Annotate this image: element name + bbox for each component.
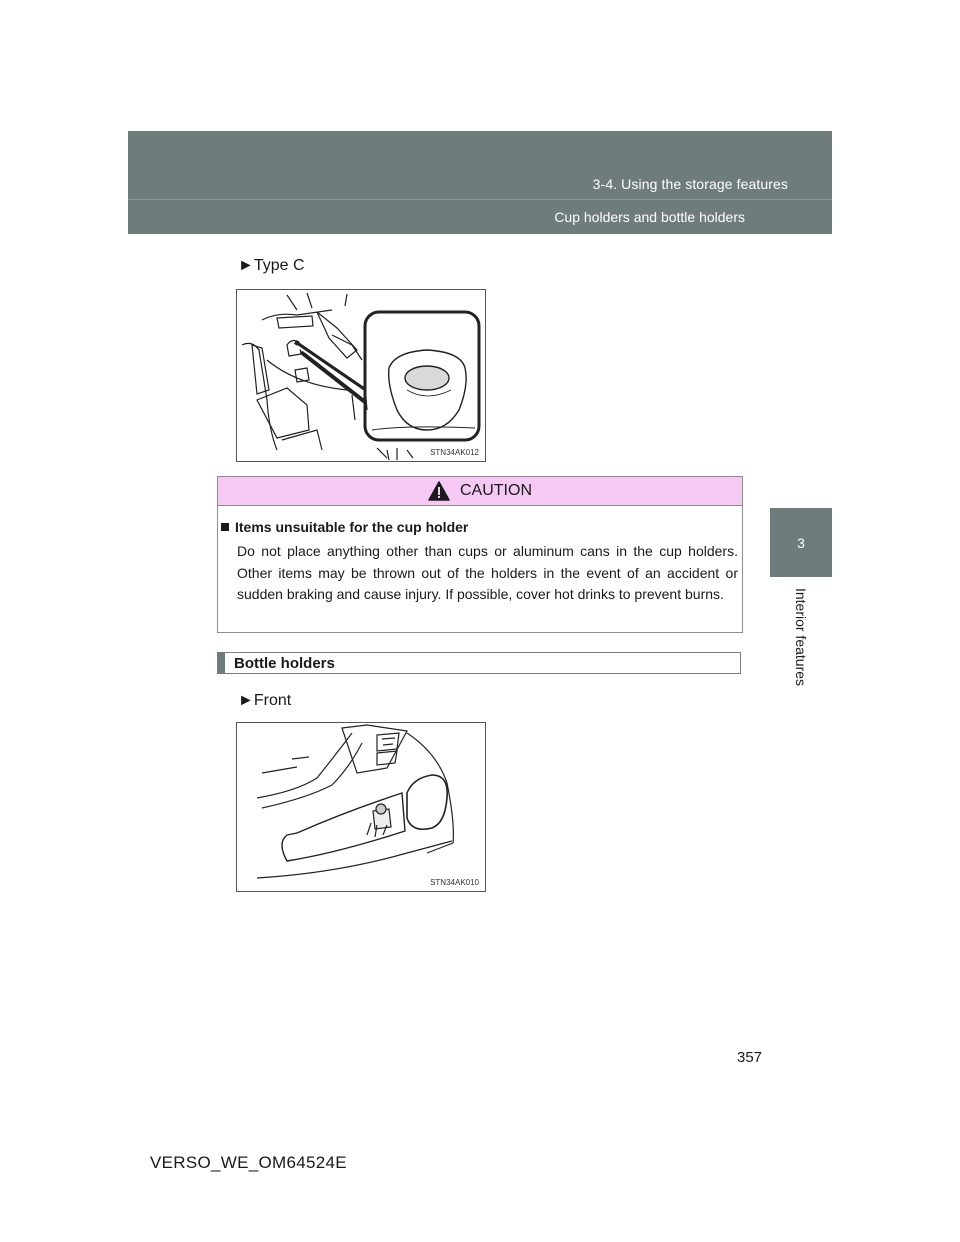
cup-holder-drawing [237,290,485,461]
caution-item [221,519,468,535]
caution-box [217,476,743,633]
bullet-square-icon [221,523,229,531]
caution-title: CAUTION [460,482,532,499]
front-label: ►Front [238,692,292,709]
header-topic-title: Cup holders and bottle holders [554,209,745,225]
header-band [128,131,832,234]
manual-code: VERSO_WE_OM64524E [150,1153,347,1172]
type-c-label: ►Type C [238,257,305,274]
bottle-holder-illustration [236,722,486,892]
figure-code: STN34AK010 [430,878,479,887]
header-divider [128,199,832,200]
figure-code: STN34AK012 [430,448,479,457]
section-heading-bottle-holders: Bottle holders [217,652,741,674]
chapter-number: 3 [797,534,805,551]
caution-text: Do not place anything other than cups or aluminum cans in the cup holders. Other items may be thrown out of the holders in the event of an accident or sudden braking and cause injury. If possible, cover hot drinks to prevent burns. [237,543,738,602]
bottle-holder-drawing [237,723,485,891]
chapter-label-text: Interior features [793,587,809,687]
caution-header [218,477,742,506]
header-section-title: 3-4. Using the storage features [592,176,788,192]
page-number: 357 [737,1049,763,1066]
chapter-tab[interactable] [770,508,832,577]
cup-holder-illustration [236,289,486,462]
warning-icon [428,481,450,501]
caution-item-title: Items unsuitable for the cup holder [235,519,469,535]
chapter-label [770,577,832,697]
